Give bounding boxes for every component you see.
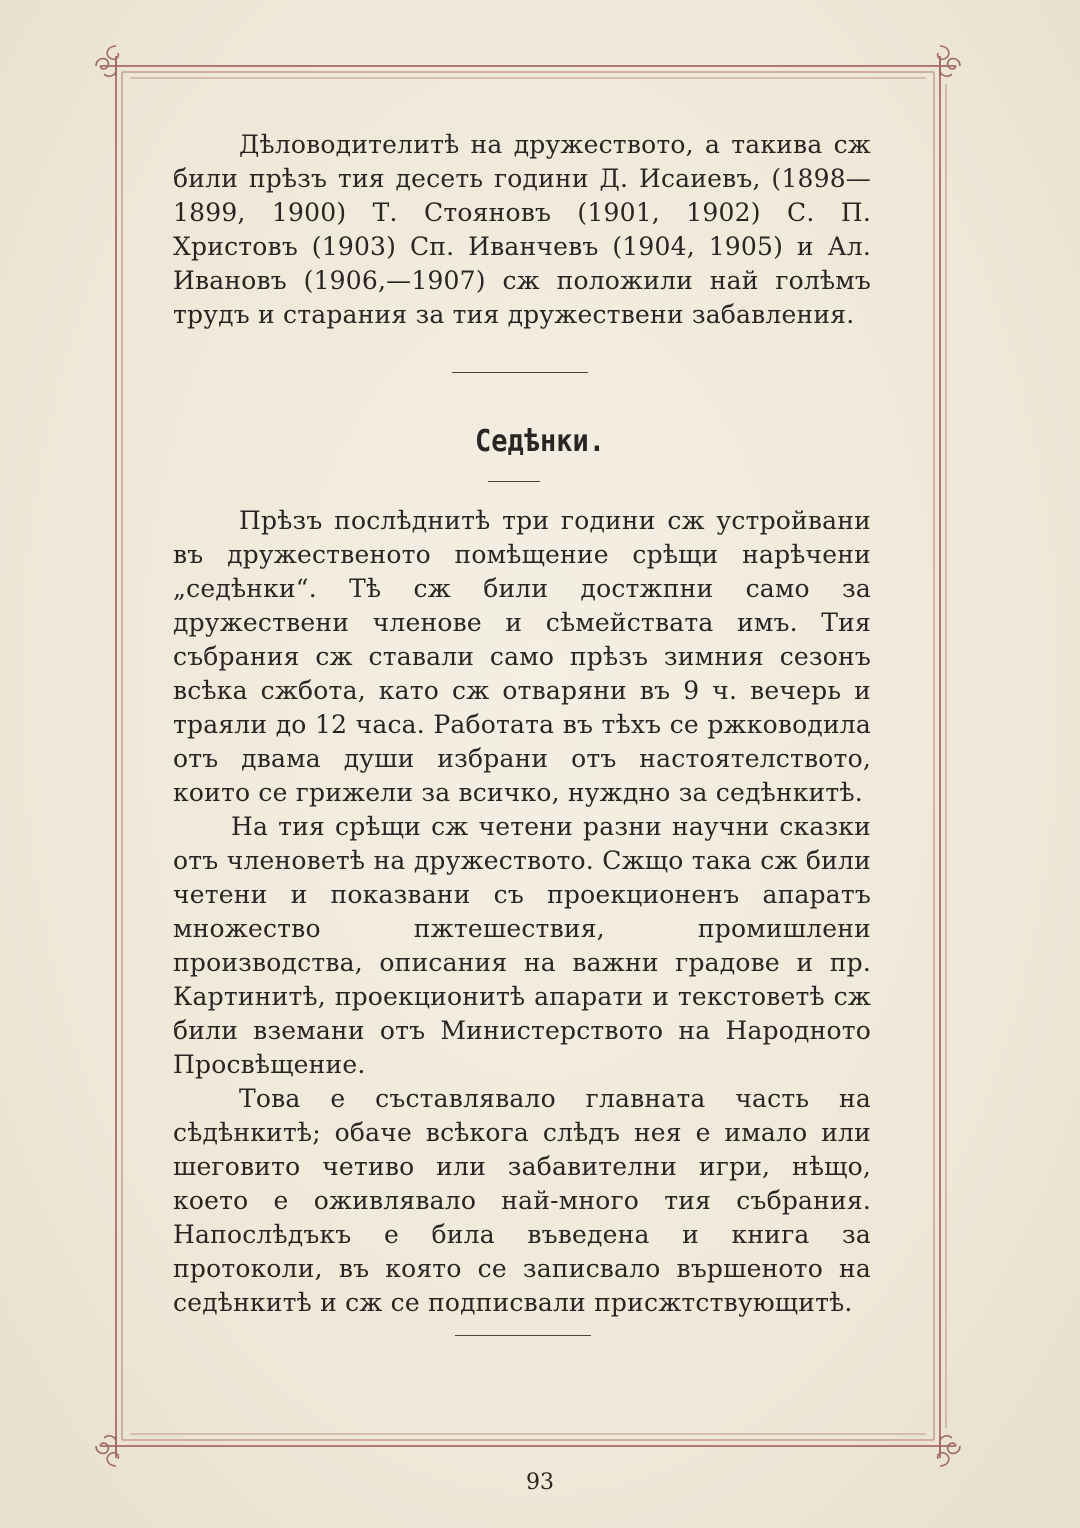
section-title: Седѣнки.: [474, 424, 606, 459]
separator-rule: [452, 372, 588, 373]
body-paragraph: На тия срѣщи сж четени разни научни сказки отъ членоветѣ на дружеството. Сжщо така сж били четени и показвани съ проекционенъ апаратъ множество пжтешествия, промишлени производства, описания на важни градове и пр. Картинитѣ, проекционитѣ апарати и текстоветѣ сж били вземани отъ Министерството на Народното Просвѣщение.: [173, 812, 871, 1079]
intro-paragraph: Дѣловодителитѣ на дружеството, а такива сж били прѣзъ тия десеть години Д. Исаиевъ, (1898—1899, 1900) Т. Стояновъ (1901, 1902) С. П. Христовъ (1903) Сп. Иванчевъ (1904, 1905) и Ал. Ивановъ (1906,—1907) сж положили най голѣмъ трудъ и старания за тия дружествени забавления.: [173, 130, 871, 329]
intro-text-block: [173, 128, 871, 332]
end-separator-rule: [455, 1335, 591, 1336]
page-number: 93: [526, 1470, 554, 1495]
body-paragraph: Прѣзъ послѣднитѣ три години сж устройвани въ дружественото помѣщение срѣщи нарѣчени „седѣнки“. Тѣ сж били достжпни само за дружествени членове и сѣмействата имъ. Тия събрания сж ставали само прѣзъ зимния сезонъ всѣка сжбота, като сж отваряни въ 9 ч. вечерь и траяли до 12 часа. Работата въ тѣхъ се ржководила отъ двама души избрани отъ настоятелството, които се грижели за всичко, нуждно за седѣнкитѣ.: [173, 506, 871, 807]
body-paragraph: Това е съставлявало главната часть на сѣдѣнкитѣ; обаче всѣкога слѣдъ нея е имало или шеговито четиво или забавителни игри, нѣщо, което е оживлявало най-много тия събрания. Напослѣдъкъ е била въведена и книга за протоколи, въ която се записвало вършеното на седѣнкитѣ и сж се подписвали присжтствующитѣ.: [173, 1084, 871, 1317]
title-underline-rule: [488, 481, 540, 482]
section-body: [173, 504, 871, 1320]
